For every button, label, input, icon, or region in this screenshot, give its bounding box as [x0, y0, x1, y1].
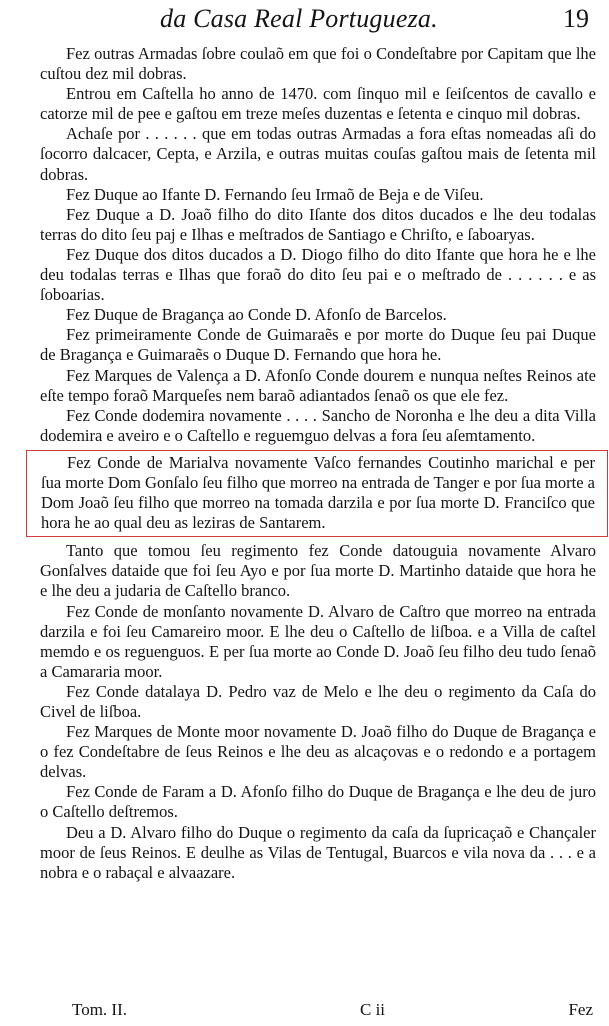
paragraph: Fez Duque dos ditos ducados a D. Diogo filho do dito Ifante que hora he e lhe deu todalas terras e Ilhas que foraõ do dito ſeu pai e o meſtrado de . . . . . . e as ſoboarias. [40, 244, 596, 305]
paragraph: Deu a D. Alvaro filho do Duque o regimento da caſa da ſupricaçaõ e Chançaler moor de ſeus Reinos. E deulhe as Vilas de Tentugal, Buarcos e vila nova da . . . e a nobra e o rabaçal e alvaazare. [40, 822, 596, 882]
paragraph: Fez outras Armadas ſobre coulaõ em que foi o Condeſtabre por Capitam que lhe cuſtou dez mil dobras. [40, 44, 596, 84]
paragraph: Fez Conde datalaya D. Pedro vaz de Melo e lhe deu o regimento da Caſa do Civel de liſboa. [40, 681, 596, 721]
paragraph: Fez Marques de Monte moor novamente D. Joaõ filho do Duque de Bragança e o fez Condeſtabre de ſeus Reinos e lhe deu as alcaçovas e o redondo e a portagem delvas. [40, 722, 596, 782]
paragraph: Fez Conde de Faram a D. Afonſo filho do Duque de Bragança e lhe deu de juro o Caſtello deſtremos. [40, 782, 596, 822]
paragraph: Fez primeiramente Conde de Guimaraẽs e por morte do Duque ſeu pai Duque de Bragança e Guimaraẽs o Duque D. Fernando que hora he. [40, 325, 596, 365]
paragraph: Entrou em Caſtella ho anno de 1470. com ſinquo mil e ſeiſcentos de cavallo e catorze mil de pee e gaſtou em treze meſes duzentas e ſetenta e cinquo mil dobras. [40, 84, 596, 124]
body-text [40, 44, 596, 883]
highlighted-paragraph: Fez Conde de Marialva novamente Vaſco fernandes Coutinho marichal e per ſua morte Dom Gonſalo ſeu filho que morreo na entrada de Tanger e por ſua morte a Dom Joaõ ſeu filho que morreo na tomada darzila e por ſua morte D. Franciſco que hora he ao qual deu as leziras de Santarem. [41, 452, 595, 533]
paragraph: Fez Duque ao Ifante D. Fernando ſeu Irmaõ de Beja e de Viſeu. [66, 184, 484, 204]
paragraph: Fez Duque a D. Joaõ filho do dito Iſante dos ditos ducados e lhe deu todalas terras do dito ſeu paj e Ilhas e meſtrados de Santiago e Chriſto, e ſaboaryas. [40, 204, 596, 244]
paragraph: Fez Duque de Bragança ao Conde D. Afonſo de Barcelos. [66, 305, 447, 325]
paragraph: Tanto que tomou ſeu regimento fez Conde datouguia novamente Alvaro Gonſalves dataide que foi ſeu Ayo e por ſua morte D. Martinho dataide que hora he e lhe deu a judaria de Caſtello branco. [40, 541, 596, 601]
page-footer [0, 1000, 609, 1024]
page-header [0, 2, 609, 40]
paragraph: Fez Marques de Valença a D. Afonſo Conde dourem e nunqua neſtes Reinos ate eſte tempo foraõ Marqueſes nem baraõ adiantados ſenaõ os que ele fez. [40, 365, 596, 405]
volume-label: Tom. II. [72, 1000, 127, 1019]
signature-mark: C ii [360, 1000, 386, 1019]
highlighted-paragraph-box [26, 450, 608, 537]
page-number: 19 [563, 4, 589, 33]
catchword: Fez [568, 1000, 593, 1019]
paragraph: Fez Conde dodemira novamente . . . . Sancho de Noronha e lhe deu a dita Villa dodemira e aveiro e o Caſtello e reguemguo delvas a fora ſeu aſemtamento. [40, 405, 596, 445]
running-title: da Casa Real Portugueza. [160, 4, 438, 33]
paragraph: Achaſe por . . . . . . que em todas outras Armadas a fora eſtas nomeadas aſi do ſocorro dalcacer, Cepta, e Arzila, e outras muitas couſas gaſtou mais de ſetenta mil dobras. [40, 124, 596, 184]
paragraph: Fez Conde de monſanto novamente D. Alvaro de Caſtro que morreo na entrada darzila e foi ſeu Camareiro moor. E lhe deu o Caſtello de liſboa. e a Villa de caſtel memdo e os reguenguos. E per ſua morte ao Conde D. Joaõ ſeu filho deu tudo ſenaõ a Camararia moor. [40, 601, 596, 681]
